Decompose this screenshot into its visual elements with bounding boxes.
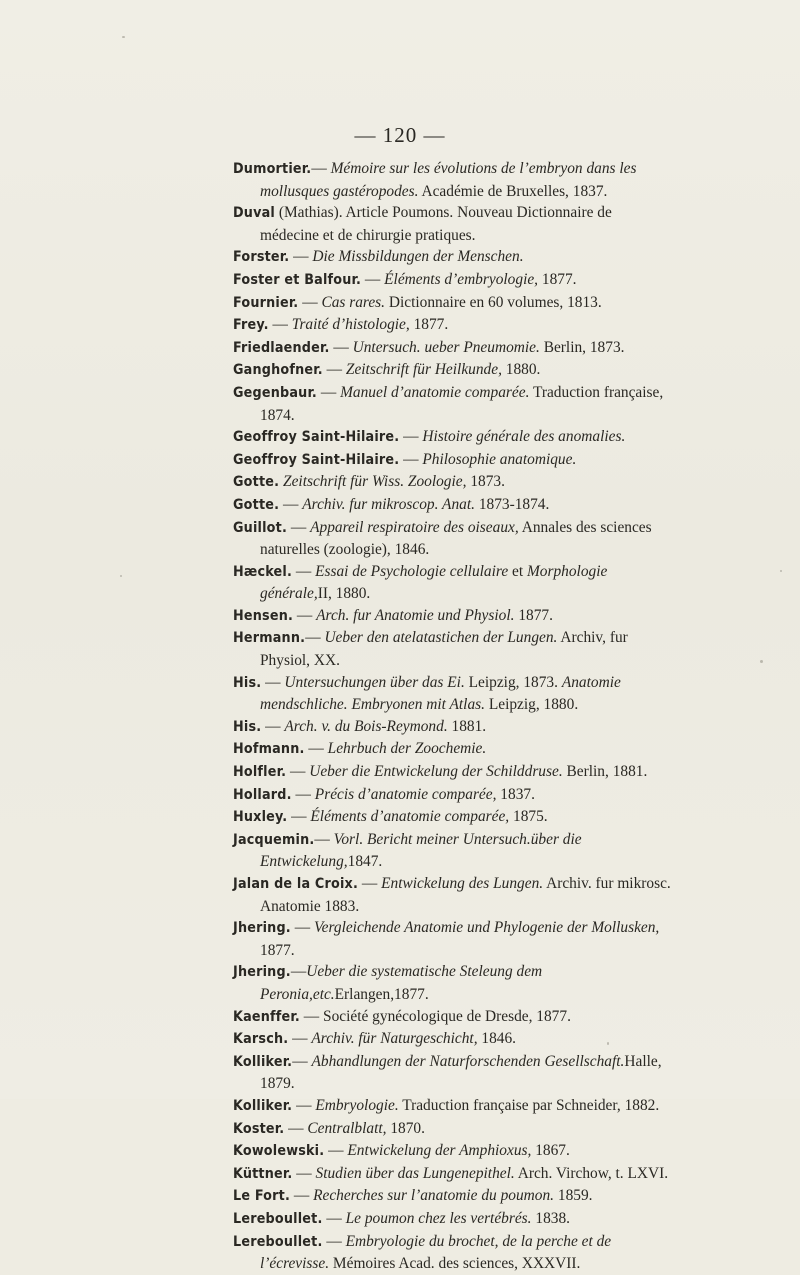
reference-entry bbox=[233, 1006, 673, 1029]
reference-author: Lereboullet. bbox=[233, 1233, 323, 1250]
reference-title: Recherches sur l’anatomie du poumon. bbox=[313, 1187, 555, 1205]
reference-title: Zeitschrift für Wiss. Zoologie, bbox=[283, 473, 467, 491]
reference-separator: — bbox=[290, 963, 307, 981]
reference-details: Annales des sciences naturelles (zoologie), 1846. bbox=[260, 518, 652, 559]
reference-separator: — bbox=[298, 293, 322, 311]
reference-details: 1881. bbox=[447, 717, 487, 735]
reference-entry bbox=[233, 761, 673, 784]
reference-author: Hollard. bbox=[233, 786, 292, 803]
reference-title: Vergleichende Anatomie und Phylogenie der Mollusken, bbox=[313, 919, 660, 937]
reference-entry bbox=[233, 1051, 673, 1095]
reference-author: His. bbox=[233, 674, 262, 691]
reference-entry bbox=[233, 806, 673, 829]
reference-title: Ueber die Entwickelung der Schilddruse. bbox=[309, 763, 563, 781]
reference-author: Jacquemin. bbox=[233, 831, 315, 848]
reference-entry bbox=[233, 784, 673, 807]
reference-author: Küttner. bbox=[233, 1165, 293, 1182]
reference-title: Zeitschrift für Heilkunde, bbox=[345, 361, 502, 379]
reference-title: Arch. fur Anatomie und Physiol. bbox=[316, 606, 515, 624]
reference-separator: — bbox=[290, 1187, 314, 1205]
reference-details: Halle, 1879. bbox=[260, 1052, 662, 1093]
reference-details: Académie de Bruxelles, 1837. bbox=[418, 182, 608, 200]
reference-entry bbox=[233, 1208, 673, 1231]
reference-title: Ueber die systematische Steleung dem Peronia,etc. bbox=[260, 963, 543, 1003]
reference-entry bbox=[233, 471, 673, 494]
reference-separator: — bbox=[291, 785, 315, 803]
reference-title: Abhandlungen der Naturforschenden Gesellschaft. bbox=[311, 1052, 625, 1070]
reference-entry bbox=[233, 1140, 673, 1163]
reference-entry bbox=[233, 829, 673, 873]
reference-title: Lehrbuch der Zoochemie. bbox=[327, 740, 487, 758]
reference-details: (Mathias). Article Poumons. Nouveau Dictionnaire de médecine et de chirurgie pratiques. bbox=[260, 204, 612, 244]
reference-details: 1867. bbox=[531, 1142, 570, 1160]
reference-details: Leipzig, 1880. bbox=[484, 696, 579, 714]
reference-entry bbox=[233, 917, 673, 961]
reference-title: Traité d’histologie, bbox=[291, 316, 410, 334]
reference-entry bbox=[233, 873, 673, 917]
reference-entry bbox=[233, 1185, 673, 1208]
reference-entry bbox=[233, 269, 673, 292]
reference-separator: — bbox=[322, 1232, 346, 1250]
reference-entry bbox=[233, 202, 673, 246]
reference-separator: — bbox=[316, 383, 341, 401]
reference-entry bbox=[233, 1118, 673, 1141]
reference-title: Studien über das Lungenepithel. bbox=[315, 1164, 515, 1182]
paper-speck bbox=[120, 575, 122, 577]
reference-details: Archiv, fur Physiol, XX. bbox=[260, 629, 628, 670]
reference-separator: — bbox=[292, 562, 316, 580]
reference-separator: — bbox=[288, 1030, 312, 1048]
reference-separator: — bbox=[304, 740, 328, 758]
reference-author: Hofmann. bbox=[233, 741, 305, 758]
reference-details: 1877. bbox=[538, 270, 577, 288]
reference-separator: — bbox=[292, 1096, 316, 1114]
reference-separator: — bbox=[324, 1142, 348, 1160]
reference-details: 1870. bbox=[386, 1119, 425, 1137]
reference-author: Jalan de la Croix. bbox=[233, 876, 359, 892]
reference-entry bbox=[233, 1095, 673, 1118]
reference-details: 1847. bbox=[347, 853, 383, 871]
reference-entry bbox=[233, 738, 673, 761]
reference-author: Kowolewski. bbox=[233, 1143, 325, 1160]
reference-entry bbox=[233, 337, 673, 360]
reference-author: Lereboullet. bbox=[233, 1210, 323, 1227]
reference-separator: — bbox=[261, 717, 285, 735]
reference-author: Jhering. bbox=[233, 964, 291, 981]
reference-author: Ganghofner. bbox=[233, 362, 323, 379]
reference-entry bbox=[233, 292, 673, 315]
reference-title: Entwickelung des Lungen. bbox=[381, 875, 544, 892]
reference-separator: — bbox=[329, 338, 353, 356]
reference-separator: — bbox=[361, 270, 385, 288]
reference-separator: — bbox=[286, 763, 310, 781]
reference-separator: — bbox=[268, 316, 292, 334]
reference-title: Précis d’anatomie comparée, bbox=[314, 785, 497, 803]
reference-separator: — bbox=[305, 629, 325, 647]
paper-speck bbox=[780, 570, 782, 572]
reference-entry bbox=[233, 246, 673, 269]
reference-author: Jhering. bbox=[233, 920, 291, 937]
reference-separator: — bbox=[279, 495, 303, 513]
reference-entry bbox=[233, 426, 673, 449]
reference-entry bbox=[233, 517, 673, 561]
reference-details: Dictionnaire en 60 volumes, 1813. bbox=[385, 293, 602, 311]
reference-title: Archiv. fur mikroscop. Anat. bbox=[302, 495, 475, 513]
reference-author: Hensen. bbox=[233, 607, 294, 624]
reference-author: Gegenbaur. bbox=[233, 384, 317, 401]
reference-entry bbox=[233, 1231, 673, 1275]
reference-details: 1877. bbox=[260, 941, 295, 959]
reference-title: Archiv. für Naturgeschicht, bbox=[311, 1030, 478, 1048]
reference-entry bbox=[233, 561, 673, 605]
reference-separator: — bbox=[292, 1052, 312, 1070]
reference-entry bbox=[233, 716, 673, 739]
reference-details: Traduction française, 1874. bbox=[260, 383, 664, 424]
reference-details: et bbox=[508, 562, 527, 580]
reference-entry bbox=[233, 314, 673, 337]
reference-author: Huxley. bbox=[233, 809, 288, 826]
reference-entry bbox=[233, 359, 673, 382]
reference-details: Erlangen,1877. bbox=[334, 985, 429, 1003]
reference-title: Philosophie anatomique. bbox=[422, 450, 577, 468]
reference-separator: — bbox=[290, 919, 314, 937]
reference-details: 1877. bbox=[409, 316, 449, 334]
reference-title: Mémoire sur les évolutions de l’embryon dans les mollusques gastéropodes. bbox=[260, 160, 637, 200]
reference-author: Holfler. bbox=[233, 764, 287, 781]
reference-author: Hæckel. bbox=[233, 563, 293, 580]
reference-title: Morphologie générale, bbox=[260, 562, 608, 603]
reference-details: 1873. bbox=[466, 473, 505, 491]
reference-details: 1846. bbox=[477, 1030, 517, 1048]
reference-separator: — bbox=[322, 1209, 346, 1227]
reference-entry bbox=[233, 449, 673, 472]
paper-speck bbox=[760, 660, 763, 663]
reference-entry bbox=[233, 158, 673, 202]
reference-separator: — bbox=[287, 808, 311, 826]
reference-separator: — bbox=[293, 606, 317, 624]
page-number: — 120 — bbox=[354, 123, 446, 147]
reference-details: Mémoires Acad. des sciences, XXXVII. bbox=[329, 1255, 581, 1273]
reference-author: Guillot. bbox=[233, 519, 287, 536]
reference-author: Koster. bbox=[233, 1120, 285, 1137]
reference-details: Archiv. fur mikrosc. Anatomie 1883. bbox=[260, 875, 671, 915]
reference-separator: — bbox=[292, 1164, 316, 1182]
reference-title: Ueber den atelatastichen der Lungen. bbox=[324, 629, 558, 647]
paper-speck bbox=[607, 1042, 609, 1045]
paper-speck bbox=[122, 36, 125, 38]
reference-details: Société gynécologique de Dresde, 1877. bbox=[323, 1007, 571, 1025]
reference-title: Arch. v. du Bois-Reymond. bbox=[284, 717, 448, 735]
reference-title: Entwickelung der Amphioxus, bbox=[347, 1142, 532, 1160]
reference-entry bbox=[233, 1028, 673, 1051]
reference-title: Éléments d’embryologie, bbox=[384, 270, 539, 288]
reference-separator: — bbox=[358, 875, 382, 892]
reference-author: Friedlaender. bbox=[233, 339, 330, 356]
reference-details: 1859. bbox=[554, 1187, 593, 1205]
reference-entry bbox=[233, 494, 673, 517]
reference-author: Geoffroy Saint-Hilaire. bbox=[233, 429, 400, 446]
reference-separator: — bbox=[311, 160, 331, 177]
reference-details: II, 1880. bbox=[317, 585, 371, 603]
reference-title: Éléments d’anatomie comparée, bbox=[310, 808, 510, 826]
reference-separator: — bbox=[322, 361, 346, 379]
bibliography-list bbox=[233, 158, 673, 1275]
reference-title: Histoire générale des anomalies. bbox=[422, 428, 626, 446]
reference-author: Foster et Balfour. bbox=[233, 271, 362, 288]
reference-title: Untersuchungen über das Ei. bbox=[284, 673, 465, 691]
reference-separator: — bbox=[299, 1007, 324, 1025]
reference-title: Essai de Psychologie cellulaire bbox=[315, 562, 509, 580]
reference-title: Appareil respiratoire des oiseaux, bbox=[310, 518, 519, 536]
reference-details: Leipzig, 1873. bbox=[464, 673, 562, 691]
reference-author: Frey. bbox=[233, 317, 269, 334]
reference-title: Die Missbildungen der Menschen. bbox=[312, 248, 524, 266]
reference-author: Kolliker. bbox=[233, 1097, 293, 1114]
reference-title: Anatomie mendschliche. Embryonen mit Atlas. bbox=[260, 673, 621, 714]
reference-details: Traduction française par Schneider, 1882. bbox=[398, 1096, 660, 1114]
reference-author: Kaenffer. bbox=[233, 1008, 300, 1025]
reference-entry bbox=[233, 961, 673, 1005]
reference-author: Gotte. bbox=[233, 496, 280, 513]
reference-author: Hermann. bbox=[233, 630, 306, 647]
reference-author: Kolliker. bbox=[233, 1053, 293, 1070]
reference-author: Le Fort. bbox=[233, 1188, 290, 1205]
reference-details: 1873-1874. bbox=[474, 495, 550, 513]
reference-details: 1838. bbox=[531, 1209, 571, 1227]
reference-title: Le poumon chez les vertébrés. bbox=[345, 1209, 532, 1227]
reference-author: Fournier. bbox=[233, 294, 299, 311]
reference-title: Centralblatt, bbox=[307, 1119, 387, 1137]
reference-separator: — bbox=[284, 1119, 308, 1137]
reference-separator: — bbox=[261, 673, 285, 691]
reference-author: Dumortier. bbox=[233, 161, 312, 177]
reference-title: Cas rares. bbox=[321, 293, 386, 311]
reference-separator: — bbox=[314, 830, 334, 848]
reference-author: Forster. bbox=[233, 249, 290, 266]
reference-details: Berlin, 1881. bbox=[562, 763, 648, 781]
reference-title: Manuel d’anatomie comparée. bbox=[340, 383, 530, 401]
reference-details: Arch. Virchow, t. LXVI. bbox=[514, 1164, 669, 1182]
reference-separator: — bbox=[399, 428, 423, 446]
reference-entry bbox=[233, 382, 673, 426]
reference-entry bbox=[233, 627, 673, 671]
reference-details: 1877. bbox=[514, 606, 553, 624]
reference-separator: — bbox=[399, 450, 423, 468]
reference-details: 1880. bbox=[501, 361, 541, 379]
reference-separator: — bbox=[287, 518, 311, 536]
reference-title: Untersuch. ueber Pneumomie. bbox=[352, 338, 540, 356]
reference-separator: — bbox=[289, 248, 313, 266]
reference-title: Vorl. Bericht meiner Untersuch.über die Entwickelung, bbox=[260, 830, 582, 871]
reference-details: 1837. bbox=[496, 785, 535, 803]
reference-author: Karsch. bbox=[233, 1031, 289, 1048]
reference-author: Geoffroy Saint-Hilaire. bbox=[233, 451, 400, 468]
reference-entry bbox=[233, 672, 673, 716]
reference-details: Berlin, 1873. bbox=[539, 338, 625, 356]
reference-author: Gotte. bbox=[233, 474, 280, 491]
reference-details: 1875. bbox=[509, 808, 548, 826]
reference-author: His. bbox=[233, 718, 262, 735]
reference-entry bbox=[233, 605, 673, 628]
reference-title: Embryologie du brochet, de la perche et de l’écrevisse. bbox=[260, 1232, 612, 1273]
reference-entry bbox=[233, 1163, 673, 1186]
reference-author: Duval bbox=[233, 205, 275, 222]
reference-title: Embryologie. bbox=[315, 1096, 399, 1114]
